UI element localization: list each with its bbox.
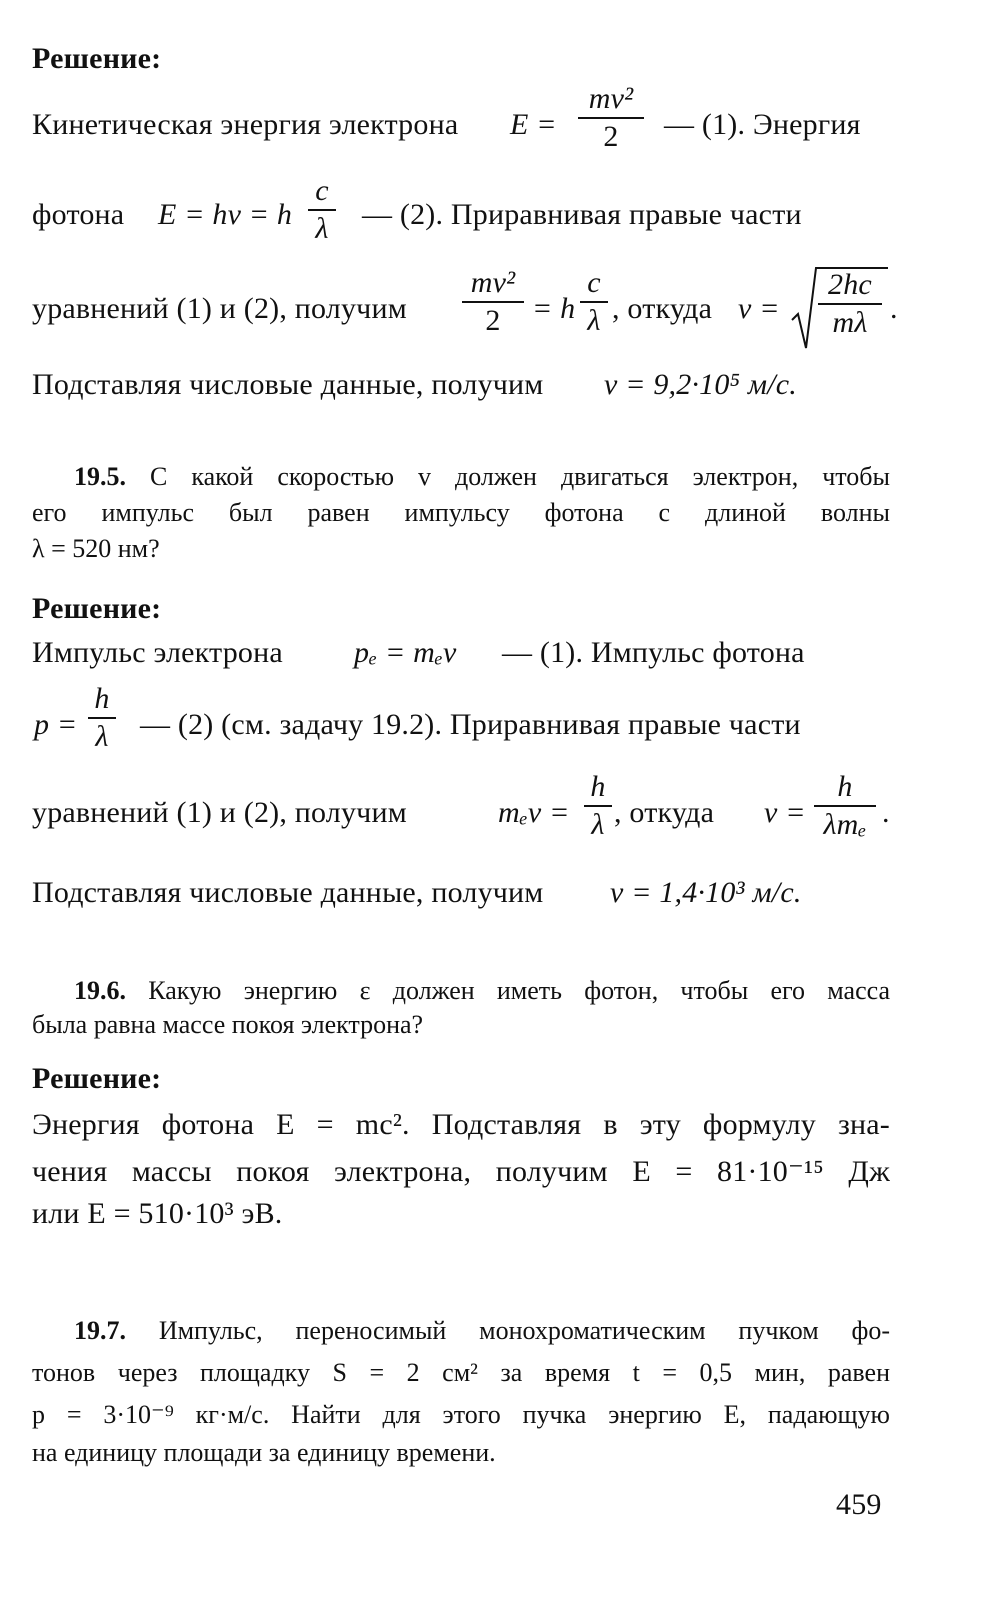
- b2-line2-num: h: [94, 682, 110, 715]
- p197-number: 19.7.: [74, 1316, 126, 1345]
- problem-19-5: [32, 462, 890, 564]
- b2-line3-fraction-right: [814, 772, 876, 840]
- b1-line3-eq: = h: [532, 292, 576, 325]
- b1-line2-formula: E = hν = h: [158, 198, 293, 231]
- b1-line2-fraction: [308, 176, 336, 244]
- b1-sqrt: [790, 262, 890, 352]
- b2-line1-formula: pₑ = mₑv: [354, 636, 457, 669]
- solution-heading-2: Решение:: [32, 592, 162, 625]
- page-number: 459: [836, 1488, 882, 1521]
- b2-line3-prefix: уравнений (1) и (2), получим: [32, 796, 407, 829]
- p195-line2: его импульс был равен импульсу фотона с длиной волны: [32, 498, 890, 527]
- b1-line1-prefix: Кинетическая энергия электрона: [32, 108, 459, 141]
- b2-line3-num2: h: [837, 770, 853, 803]
- b1-line2-den: λ: [315, 212, 329, 245]
- b1-line1-suffix: — (1). Энергия: [664, 108, 861, 141]
- b2-line3-v: v =: [764, 796, 806, 829]
- p195-number: 19.5.: [74, 462, 126, 491]
- b3-line2: чения массы покоя электрона, получим E = 81·10⁻¹⁵ Дж: [32, 1155, 890, 1188]
- b1-line3-den: 2: [485, 304, 501, 337]
- b1-line3-num: mv²: [470, 266, 516, 299]
- b1-line3-fraction-left: [462, 268, 524, 336]
- b1-sqrt-fraction: [818, 270, 882, 338]
- b1-line1-fraction: [578, 84, 644, 152]
- b2-line2-fraction: [88, 684, 116, 752]
- b3-line1: Энергия фотона E = mc². Подставляя в эту формулу зна-: [32, 1108, 890, 1141]
- b3-line3: или E = 510·10³ эВ.: [32, 1197, 283, 1230]
- b1-sqrt-num: 2hc: [828, 268, 872, 301]
- p197-line4: на единицу площади за единицу времени.: [32, 1438, 496, 1467]
- b2-line2-p: p =: [34, 708, 78, 741]
- b2-line3-num: h: [590, 770, 606, 803]
- b1-line3-end: .: [890, 292, 898, 325]
- b2-line4-text: Подставляя числовые данные, получим: [32, 876, 544, 909]
- b1-line3-prefix: уравнений (1) и (2), получим: [32, 292, 407, 325]
- b1-line2-prefix: фотона: [32, 198, 125, 231]
- b2-line2-den: λ: [95, 720, 109, 753]
- p196-line2: была равна массе покоя электрона?: [32, 1010, 424, 1039]
- b1-line3-den2: λ: [587, 304, 601, 337]
- b2-line1-suffix: — (1). Импульс фотона: [502, 636, 805, 669]
- p197-line2: тонов через площадку S = 2 см² за время t = 0,5 мин, равен: [32, 1358, 890, 1387]
- b2-line4-formula: v = 1,4·10³ м/с.: [610, 876, 802, 909]
- b1-line1-den: 2: [603, 120, 619, 153]
- b1-line3-v: v =: [738, 292, 780, 325]
- b1-line2-num: c: [315, 174, 329, 207]
- b1-line3-num2: c: [587, 266, 601, 299]
- b1-line2-suffix: — (2). Приравнивая правые части: [362, 198, 802, 231]
- b1-line3-mid: , откуда: [612, 292, 713, 325]
- b2-line3-fraction-left: [584, 772, 612, 840]
- b1-line3-fraction-right: [580, 268, 608, 336]
- b2-line3-mid: , откуда: [614, 796, 715, 829]
- p197-line3: p = 3·10⁻⁹ кг·м/с. Найти для этого пучка энергию E, падающую: [32, 1400, 890, 1429]
- b2-line3-end: .: [882, 796, 890, 829]
- problem-19-7: [32, 1316, 890, 1468]
- b1-line4-text: Подставляя числовые данные, получим: [32, 368, 544, 401]
- p195-line1: С какой скоростью v должен двигаться электрон, чтобы: [150, 462, 890, 491]
- b1-line4-formula: v = 9,2·10⁵ м/с.: [604, 368, 797, 401]
- b1-sqrt-den: mλ: [832, 306, 868, 339]
- p196-number: 19.6.: [74, 976, 126, 1005]
- p197-line1: Импульс, переносимый монохроматическим пучком фо-: [158, 1316, 890, 1345]
- p196-line1: Какую энергию ε должен иметь фотон, чтобы его масса: [148, 976, 891, 1005]
- b2-line2-suffix: — (2) (см. задачу 19.2). Приравнивая правые части: [140, 708, 801, 741]
- b2-line3-den: λ: [591, 808, 605, 841]
- block-3: [32, 1108, 890, 1231]
- solution-heading-1: Решение:: [32, 42, 162, 75]
- b2-line3-formula: mₑv =: [498, 796, 570, 829]
- b2-line1-prefix: Импульс электрона: [32, 636, 283, 669]
- b2-line3-den2: λmₑ: [823, 808, 867, 841]
- solution-heading-3: Решение:: [32, 1062, 162, 1095]
- p195-line3: λ = 520 нм?: [32, 534, 160, 563]
- problem-19-6: [32, 976, 890, 1040]
- b1-line1-num: mv²: [588, 82, 634, 115]
- b1-line1-E: E =: [510, 108, 557, 141]
